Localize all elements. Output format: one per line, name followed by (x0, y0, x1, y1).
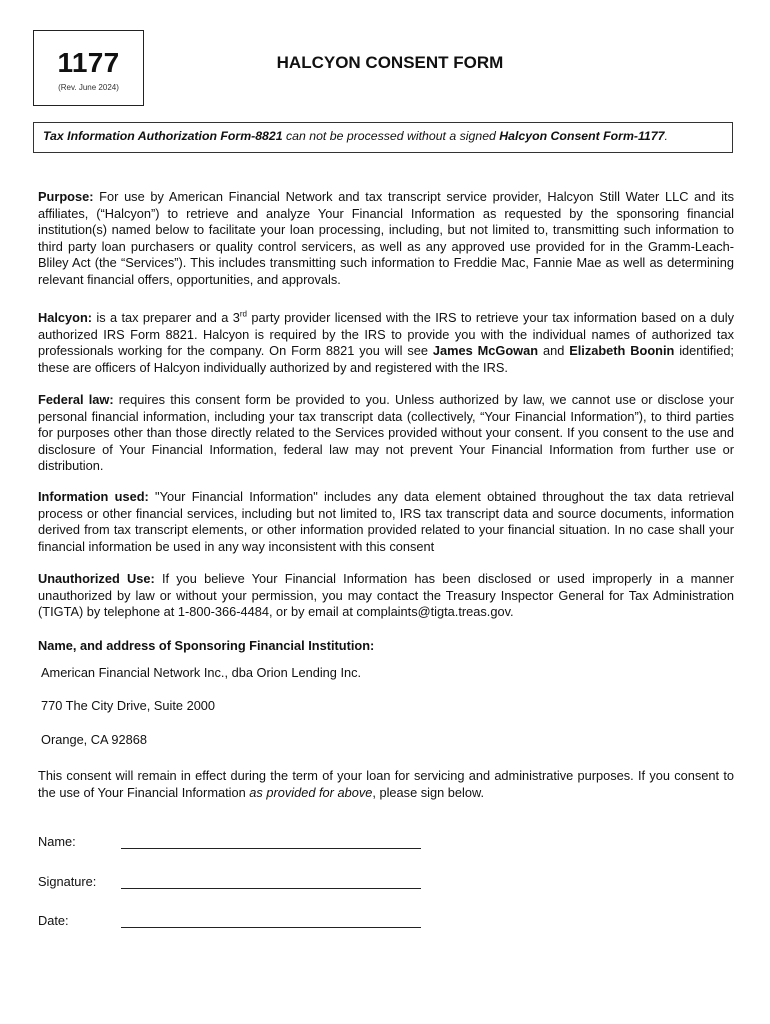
federal-law-paragraph (38, 392, 734, 475)
information-used-paragraph (38, 489, 734, 555)
notice-box (33, 122, 733, 153)
notice-text: can not be processed without a signed (282, 129, 500, 143)
information-used-label: Information used: (38, 489, 149, 504)
notice-form-8821: Tax Information Authorization Form-8821 (43, 129, 283, 143)
federal-law-label: Federal law: (38, 392, 114, 407)
form-number-box (33, 30, 144, 106)
federal-law-text: requires this consent form be provided to you. Unless authorized by law, we cannot use or disclose your personal financial information, including your tax transcript data (collectively, “Your Financial Information”), to third parties for purposes other than those directly related to the Services provided without your consent. If you consent to the use and disclosure of Your Financial Information, federal law may not prevent Your Financial Information from further use or distribution. (38, 392, 734, 474)
date-field[interactable] (121, 927, 421, 928)
form-title: HALCYON CONSENT FORM (276, 53, 504, 72)
name-field[interactable] (121, 848, 421, 849)
consent-italic: as provided for above (249, 784, 373, 800)
halcyon-text-3: identified; these are officers of Halcyon individually authorized by and registered with the IRS. (38, 343, 734, 375)
consent-paragraph (38, 768, 734, 801)
purpose-text: For use by American Financial Network and tax transcript service provider, Halcyon Still Water LLC and its affiliates, (“Halcyon”) to retrieve and analyze Your Financial Information as requested by the sponsoring financial institution(s) named below to facilitate your loan processing, including, but not limited to, transmitting such information to third party loan purchasers or quality control servicers, as well as any approved use provided for in the Gramm-Leach-Bliley Act (the “Services”). This includes transmitting such information to Freddie Mac, Fannie Mae as well as determining relevant financial offers, opportunities, and approvals. (38, 189, 734, 287)
date-label: Date: (38, 913, 69, 928)
institution-city: Orange, CA 92868 (41, 732, 148, 747)
purpose-paragraph (38, 189, 734, 289)
officer-name-2: Elizabeth Boonin (569, 343, 675, 359)
consent-text-1: This consent will remain in effect during the term of your loan for servicing and administrative purposes. If you consent to the use of Your Financial Information (38, 768, 734, 800)
purpose-label: Purpose: (38, 189, 94, 204)
halcyon-paragraph (38, 310, 734, 376)
officer-name-1: James McGowan (432, 343, 539, 359)
signature-label: Signature: (38, 874, 97, 889)
unauthorized-use-text: If you believe Your Financial Information has been disclosed or used improperly in a manner unauthorized by law or without your permission, you may contact the Treasury Inspector General for Tax Administration (TIGTA) by telephone at 1-800-366-4484, or by email at complaints@tigta.treas.gov. (38, 571, 734, 620)
name-label: Name: (38, 834, 76, 849)
consent-text-2: , please sign below. (372, 784, 485, 800)
halcyon-label: Halcyon: (38, 310, 93, 325)
institution-street: 770 The City Drive, Suite 2000 (41, 698, 216, 713)
institution-name: American Financial Network Inc., dba Orion Lending Inc. (41, 665, 362, 680)
notice-period: . (664, 129, 668, 143)
unauthorized-use-paragraph (38, 571, 734, 621)
signature-field[interactable] (121, 888, 421, 889)
unauthorized-use-label: Unauthorized Use: (38, 571, 155, 586)
halcyon-and: and (538, 343, 570, 359)
notice-form-1177: Halcyon Consent Form-1177 (499, 129, 665, 143)
form-revision: (Rev. June 2024) (58, 83, 119, 92)
form-number: 1177 (57, 47, 120, 78)
halcyon-text-2: party provider licensed with the IRS to retrieve your tax information based on a duly authorized IRS Form 8821. Halcyon is required by the IRS to provide you with the individual names of authorized tax professionals working for the company. On Form 8821 you will see (38, 310, 734, 359)
information-used-text: "Your Financial Information" includes any data element obtained throughout the tax data retrieval process or other financial services, including but not limited to, IRS tax transcript data and source documents, information derived from tax transcript elements, or other information provided related to your financial situation. In no case shall your financial information be used in any way inconsistent with this consent (38, 489, 735, 554)
halcyon-superscript: rd (239, 309, 247, 319)
institution-heading: Name, and address of Sponsoring Financial Institution: (38, 638, 375, 653)
halcyon-text-1: is a tax preparer and a 3 (92, 310, 240, 325)
